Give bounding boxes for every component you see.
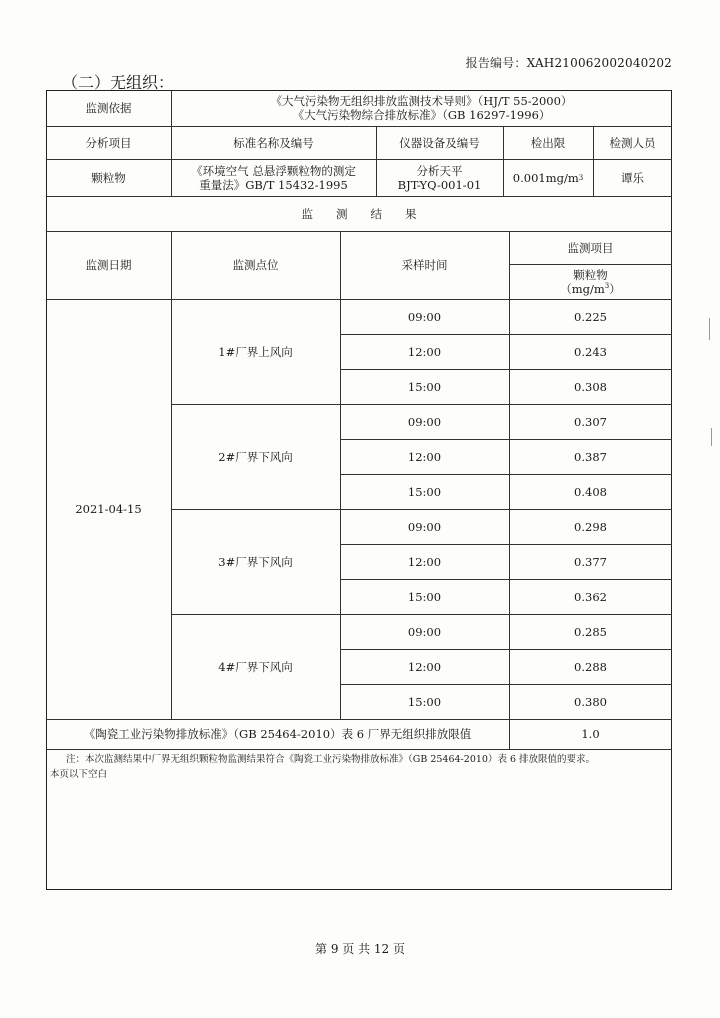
sample-value: 0.307 — [574, 414, 607, 429]
basis-line-1: 《大气污染物无组织排放监测技术导则》（HJ/T 55-2000） — [270, 94, 573, 108]
report-number: 报告编号：XAH210062002040202 — [465, 56, 672, 70]
analysis-standard-line-2: 重量法》GB/T 15432-1995 — [199, 177, 348, 192]
detection-limit-value: 0.001mg/m — [512, 170, 579, 185]
section-title: （二）无组织： — [62, 73, 175, 92]
sample-time: 09:00 — [407, 309, 442, 324]
sample-value: 0.298 — [574, 519, 607, 534]
analysis-detection-limit: 0.001mg/m 3 — [512, 170, 584, 185]
basis-standards — [171, 90, 672, 126]
sample-time: 15:00 — [407, 484, 442, 499]
time-header: 采样时间 — [401, 258, 448, 272]
pollutant-header — [509, 264, 672, 299]
sample-value: 0.377 — [574, 554, 607, 569]
analysis-instrument-line-2: BJT-YQ-001-01 — [397, 177, 482, 192]
basis-label: 监测依据 — [85, 101, 132, 115]
sample-value: 0.308 — [574, 379, 607, 394]
date-header: 监测日期 — [85, 258, 132, 272]
sample-value: 0.408 — [574, 484, 607, 499]
scan-mark — [711, 428, 712, 446]
unit-close: ） — [609, 281, 621, 296]
result-note: 注：本次监测结果中厂界无组织颗粒物监测结果符合《陶瓷工业污染物排放标准》（GB 25464-2010）表 6 排放限值的要求。 — [66, 754, 596, 765]
scan-mark — [709, 318, 710, 340]
sample-time: 12:00 — [407, 344, 442, 359]
sample-time: 09:00 — [407, 519, 442, 534]
point-name: 4#厂界下风向 — [218, 659, 293, 674]
point-name: 3#厂界下风向 — [218, 554, 293, 569]
analysis-item-header: 分析项目 — [85, 135, 132, 150]
analysis-standard — [171, 159, 376, 196]
point-name: 2#厂界下风向 — [218, 449, 293, 464]
sample-value: 0.288 — [574, 659, 607, 674]
sample-time: 09:00 — [407, 414, 442, 429]
analysis-limit-header: 检出限 — [530, 135, 566, 150]
blank-below-note: 本页以下空白 — [50, 769, 108, 780]
sample-time: 15:00 — [407, 694, 442, 709]
point-header: 监测点位 — [232, 258, 279, 272]
analysis-instrument-line-1: 分析天平 — [416, 163, 463, 178]
page-footer: 第 9 页 共 12 页 — [315, 942, 405, 956]
unit-exponent: 3 — [604, 281, 610, 290]
sample-value: 0.387 — [574, 449, 607, 464]
sample-time: 15:00 — [407, 379, 442, 394]
sample-value: 0.225 — [574, 309, 607, 324]
rule-limit-bottom — [46, 749, 672, 750]
sample-value: 0.362 — [574, 589, 607, 604]
analysis-person: 谭乐 — [621, 170, 644, 185]
limit-standard-label: 《陶瓷工业污染物排放标准》（GB 25464-2010）表 6 厂界无组织排放限值 — [83, 727, 472, 741]
sample-value: 0.285 — [574, 624, 607, 639]
sample-time: 09:00 — [407, 624, 442, 639]
unit-open: （mg/m — [560, 281, 605, 296]
sample-time: 12:00 — [407, 659, 442, 674]
basis-line-2: 《大气污染物综合排放标准》（GB 16297-1996） — [292, 108, 551, 122]
sample-value: 0.380 — [574, 694, 607, 709]
monitoring-table — [46, 90, 672, 890]
analysis-instrument — [376, 159, 503, 196]
point-name: 1#厂界上风向 — [218, 344, 293, 359]
sample-time: 12:00 — [407, 449, 442, 464]
analysis-standard-line-1: 《环境空气 总悬浮颗粒物的测定 — [191, 163, 356, 178]
analysis-person-header: 检测人员 — [609, 135, 656, 150]
pollutant-name: 颗粒物 — [573, 267, 608, 282]
items-header: 监测项目 — [567, 240, 614, 255]
sample-time: 12:00 — [407, 554, 442, 569]
monitoring-date: 2021-04-15 — [75, 502, 142, 516]
sample-value: 0.243 — [574, 344, 607, 359]
sample-time: 15:00 — [407, 589, 442, 604]
analysis-standard-header: 标准名称及编号 — [233, 135, 314, 150]
limit-standard-value: 1.0 — [581, 727, 600, 741]
results-title: 监 测 结 果 — [301, 206, 417, 221]
analysis-item: 颗粒物 — [91, 170, 126, 185]
analysis-instrument-header: 仪器设备及编号 — [399, 135, 480, 150]
pollutant-unit — [560, 282, 621, 296]
